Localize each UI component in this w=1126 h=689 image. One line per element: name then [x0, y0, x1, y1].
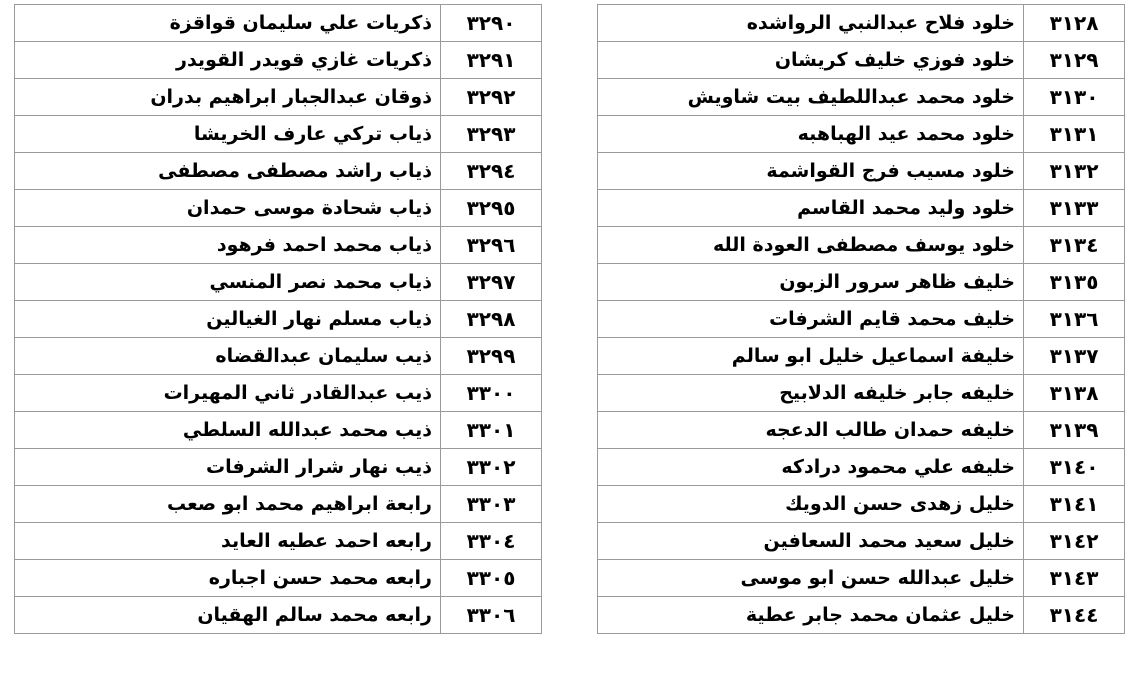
table-row [598, 5, 1125, 42]
table-row [15, 227, 542, 264]
row-number: ٣١٤١ [1024, 486, 1125, 523]
person-name: ذيب نهار شرار الشرفات [15, 449, 441, 486]
row-number: ٣٣٠٥ [441, 560, 542, 597]
row-number: ٣٢٩٧ [441, 264, 542, 301]
person-name: ذكريات غازي قويدر القويدر [15, 42, 441, 79]
row-number: ٣٣٠٦ [441, 597, 542, 634]
row-number: ٣١٤٤ [1024, 597, 1125, 634]
row-number: ٣١٣٠ [1024, 79, 1125, 116]
person-name: ذياب شحادة موسى حمدان [15, 190, 441, 227]
person-name: خليفه علي محمود درادكه [598, 449, 1024, 486]
person-name: ذيب محمد عبدالله السلطي [15, 412, 441, 449]
row-number: ٣٢٩٣ [441, 116, 542, 153]
person-name: ذياب مسلم نهار الغيالين [15, 301, 441, 338]
person-name: خليفه جابر خليفه الدلابيح [598, 375, 1024, 412]
person-name: خليل زهدى حسن الدويك [598, 486, 1024, 523]
table-row [15, 264, 542, 301]
person-name: رابعه احمد عطيه العايد [15, 523, 441, 560]
person-name: خلود فلاح عبدالنبي الرواشده [598, 5, 1024, 42]
person-name: ذيب سليمان عبدالقضاه [15, 338, 441, 375]
person-name: ذياب محمد نصر المنسي [15, 264, 441, 301]
row-number: ٣٣٠٣ [441, 486, 542, 523]
row-number: ٣١٣٩ [1024, 412, 1125, 449]
table-row [598, 523, 1125, 560]
row-number: ٣١٤٠ [1024, 449, 1125, 486]
table-row [598, 79, 1125, 116]
table-row [598, 412, 1125, 449]
table-row [598, 486, 1125, 523]
row-number: ٣١٤٣ [1024, 560, 1125, 597]
person-name: رابعه محمد حسن اجباره [15, 560, 441, 597]
person-name: رابعه محمد سالم الهقيان [15, 597, 441, 634]
table-row [15, 79, 542, 116]
table-row [598, 597, 1125, 634]
names-table-right [597, 4, 1125, 634]
row-number: ٣٢٩٦ [441, 227, 542, 264]
person-name: ذياب راشد مصطفى مصطفى [15, 153, 441, 190]
table-row [15, 42, 542, 79]
person-name: خلود وليد محمد القاسم [598, 190, 1024, 227]
person-name: خليل سعيد محمد السعافين [598, 523, 1024, 560]
person-name: ذيب عبدالقادر ثاني المهيرات [15, 375, 441, 412]
row-number: ٣٢٩١ [441, 42, 542, 79]
table-row [15, 449, 542, 486]
row-number: ٣٢٩٨ [441, 301, 542, 338]
table-row [15, 560, 542, 597]
right-table-body [598, 5, 1125, 634]
row-number: ٣١٣٦ [1024, 301, 1125, 338]
person-name: خليف ظاهر سرور الزبون [598, 264, 1024, 301]
person-name: رابعة ابراهيم محمد ابو صعب [15, 486, 441, 523]
row-number: ٣٢٩٥ [441, 190, 542, 227]
table-row [15, 301, 542, 338]
row-number: ٣١٢٨ [1024, 5, 1125, 42]
person-name: خليفة اسماعيل خليل ابو سالم [598, 338, 1024, 375]
table-row [598, 153, 1125, 190]
table-row [15, 190, 542, 227]
row-number: ٣٢٩٠ [441, 5, 542, 42]
person-name: ذوقان عبدالجبار ابراهيم بدران [15, 79, 441, 116]
row-number: ٣٢٩٩ [441, 338, 542, 375]
table-row [598, 116, 1125, 153]
table-row [598, 449, 1125, 486]
table-row [598, 190, 1125, 227]
person-name: ذكريات علي سليمان قواقزة [15, 5, 441, 42]
person-name: خلود مسيب فرج القواشمة [598, 153, 1024, 190]
table-row [598, 375, 1125, 412]
person-name: ذياب محمد احمد فرهود [15, 227, 441, 264]
row-number: ٣١٣٤ [1024, 227, 1125, 264]
table-row [598, 560, 1125, 597]
left-table-body [15, 5, 542, 634]
table-row [15, 116, 542, 153]
person-name: خليف محمد قايم الشرفات [598, 301, 1024, 338]
row-number: ٣١٣٢ [1024, 153, 1125, 190]
row-number: ٣١٤٢ [1024, 523, 1125, 560]
table-row [598, 301, 1125, 338]
row-number: ٣٢٩٢ [441, 79, 542, 116]
table-row [15, 153, 542, 190]
row-number: ٣١٣١ [1024, 116, 1125, 153]
person-name: خليفه حمدان طالب الدعجه [598, 412, 1024, 449]
row-number: ٣٣٠٢ [441, 449, 542, 486]
person-name: ذياب تركي عارف الخريشا [15, 116, 441, 153]
table-row [15, 5, 542, 42]
names-table-left [14, 4, 542, 634]
table-row [15, 375, 542, 412]
row-number: ٣٣٠٤ [441, 523, 542, 560]
row-number: ٣١٣٧ [1024, 338, 1125, 375]
table-row [598, 42, 1125, 79]
person-name: خلود محمد عبداللطيف بيت شاويش [598, 79, 1024, 116]
table-row [598, 227, 1125, 264]
person-name: خلود يوسف مصطفى العودة الله [598, 227, 1024, 264]
person-name: خلود محمد عيد الهباهبه [598, 116, 1024, 153]
person-name: خليل عبدالله حسن ابو موسى [598, 560, 1024, 597]
person-name: خليل عثمان محمد جابر عطية [598, 597, 1024, 634]
table-row [598, 338, 1125, 375]
row-number: ٣١٣٣ [1024, 190, 1125, 227]
table-row [598, 264, 1125, 301]
row-number: ٣٢٩٤ [441, 153, 542, 190]
table-row [15, 523, 542, 560]
table-row [15, 597, 542, 634]
row-number: ٣١٣٥ [1024, 264, 1125, 301]
table-row [15, 338, 542, 375]
row-number: ٣٣٠٠ [441, 375, 542, 412]
table-row [15, 412, 542, 449]
row-number: ٣١٢٩ [1024, 42, 1125, 79]
table-row [15, 486, 542, 523]
person-name: خلود فوزي خليف كريشان [598, 42, 1024, 79]
row-number: ٣٣٠١ [441, 412, 542, 449]
row-number: ٣١٣٨ [1024, 375, 1125, 412]
